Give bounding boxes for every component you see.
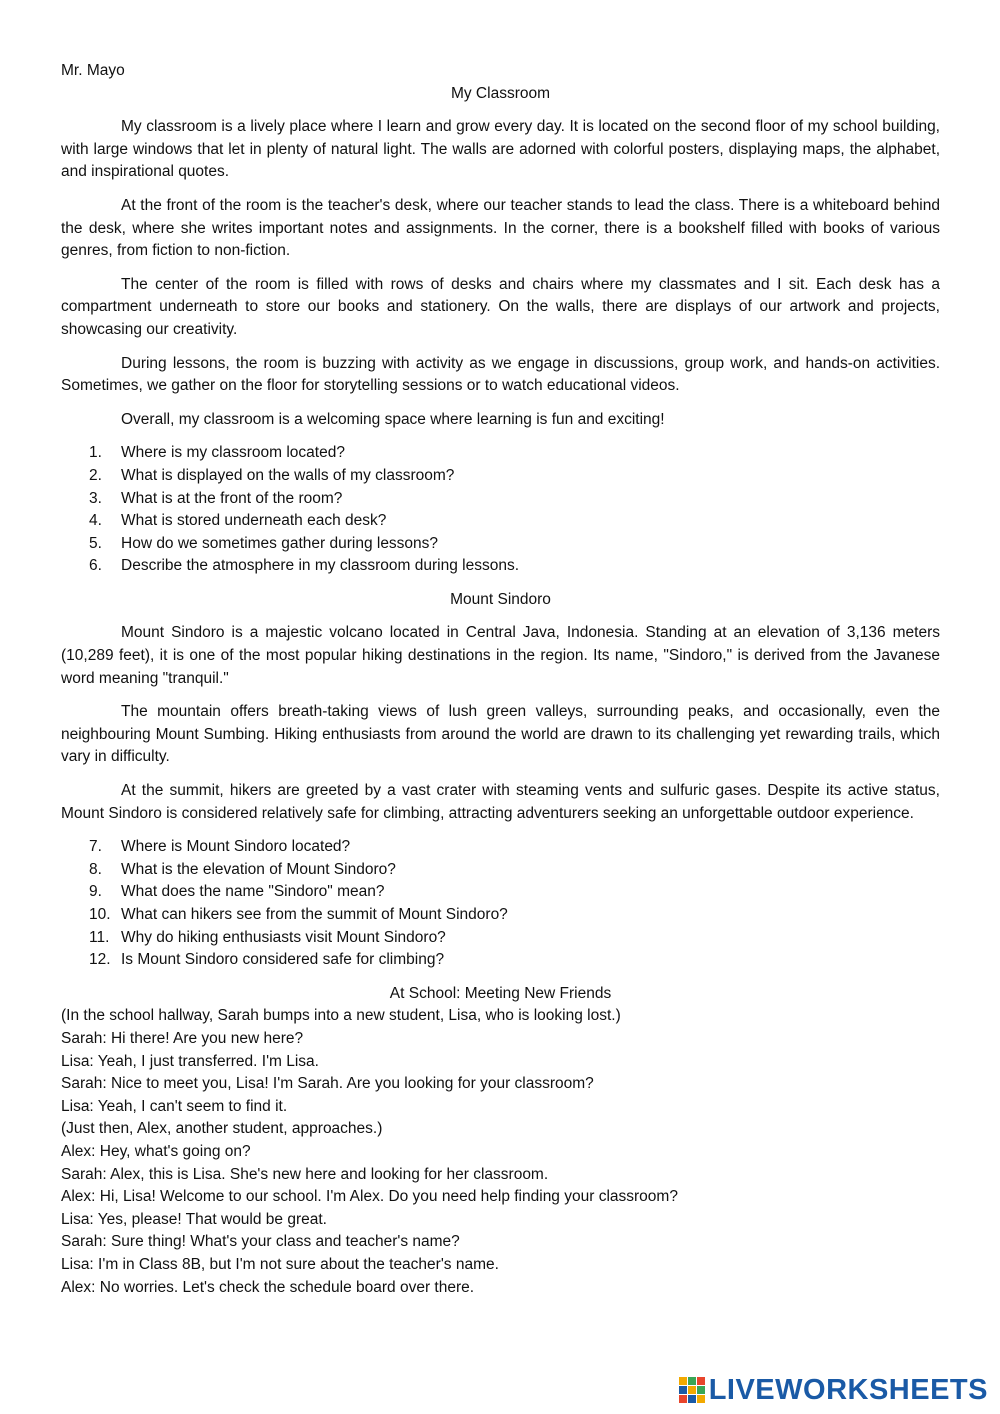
dialogue-line: (In the school hallway, Sarah bumps into a new student, Lisa, who is looking lost.): [61, 1007, 621, 1025]
question-text: Where is Mount Sindoro located?: [121, 838, 351, 856]
question-item: [61, 533, 940, 556]
question-item: [61, 881, 940, 904]
liveworksheets-logo-icon: [679, 1377, 705, 1403]
question-item: [61, 927, 940, 950]
paragraph: The center of the room is filled with rows of desks and chairs where my classmates and I sit. Each desk has a compartment underneath to store our books and stationery. On the walls, there are displays of our artwork and projects, showcasing our creativity.: [61, 275, 940, 338]
dialogue-line: Sarah: Sure thing! What's your class and teacher's name?: [61, 1233, 460, 1251]
dialogue-line: Sarah: Nice to meet you, Lisa! I'm Sarah. Are you looking for your classroom?: [61, 1075, 594, 1093]
question-number: 12.: [89, 951, 111, 969]
dialogue-line: Alex: No worries. Let's check the schedule board over there.: [61, 1278, 475, 1296]
question-text: How do we sometimes gather during lessons?: [121, 534, 439, 552]
question-list-classroom: [61, 442, 940, 578]
paragraph: At the front of the room is the teacher's desk, where our teacher stands to lead the class. There is a whiteboard behind the desk, where she writes important notes and assignments. In the corner, there is a bookshelf filled with books of various genres, from fiction to non-fiction.: [61, 196, 940, 260]
question-text: What is the elevation of Mount Sindoro?: [121, 860, 396, 878]
question-item: [61, 859, 940, 882]
dialogue-line: Lisa: Yeah, I just transferred. I'm Lisa.: [61, 1052, 319, 1070]
brand-name: LIVEWORKSHEETS: [708, 1373, 988, 1406]
paragraph: The mountain offers breath-taking views of lush green valleys, surrounding peaks, and occasionally, even the neighbouring Mount Sumbing. Hiking enthusiasts from around the world are drawn to its challenging yet rewarding trails, which vary in difficulty.: [61, 703, 940, 766]
dialogue-line: Lisa: I'm in Class 8B, but I'm not sure about the teacher's name.: [61, 1255, 499, 1273]
question-number: 6.: [89, 557, 102, 575]
question-number: 10.: [89, 906, 111, 923]
question-text: Why do hiking enthusiasts visit Mount Sindoro?: [121, 928, 446, 946]
dialogue-line: Lisa: Yeah, I can't seem to find it.: [61, 1097, 288, 1115]
question-text: What does the name "Sindoro" mean?: [121, 883, 385, 901]
dialogue-line: Alex: Hi, Lisa! Welcome to our school. I'm Alex. Do you need help finding your classroom?: [61, 1188, 678, 1206]
question-item: [61, 488, 940, 511]
question-number: 7.: [89, 838, 102, 856]
question-number: 9.: [89, 883, 102, 901]
section-title-my-classroom: My Classroom: [450, 84, 551, 102]
question-number: 11.: [89, 928, 110, 946]
question-number: 5.: [89, 534, 102, 552]
dialogue-line: Sarah: Hi there! Are you new here?: [61, 1029, 304, 1047]
question-number: 1.: [89, 444, 102, 462]
question-item: [61, 442, 940, 465]
question-number: 2.: [89, 466, 102, 484]
question-item: [61, 836, 940, 859]
dialogue-line: Alex: Hey, what's going on?: [61, 1142, 251, 1160]
question-text: What can hikers see from the summit of Mount Sindoro?: [121, 906, 508, 923]
dialogue-line: Lisa: Yes, please! That would be great.: [61, 1210, 327, 1228]
question-number: 8.: [89, 860, 102, 878]
section-title-meeting-new-friends: At School: Meeting New Friends: [389, 984, 612, 1002]
paragraph: My classroom is a lively place where I learn and grow every day. It is located on the second floor of my school building, with large windows that let in plenty of natural light. The walls are adorned with colorful posters, displaying maps, the alphabet, and inspirational quotes.: [61, 118, 940, 181]
paragraph: During lessons, the room is buzzing with activity as we engage in discussions, group work, and hands-on activities. Sometimes, we gather on the floor for storytelling sessions or to watch educational videos.: [61, 354, 940, 395]
dialogue-line: Sarah: Alex, this is Lisa. She's new here and looking for her classroom.: [61, 1165, 549, 1183]
section-title-mount-sindoro: Mount Sindoro: [450, 590, 551, 608]
dialogue: [61, 1005, 940, 1299]
question-number: 4.: [89, 512, 102, 530]
question-text: What is displayed on the walls of my classroom?: [121, 466, 455, 484]
question-item: [61, 949, 940, 972]
teacher-name: Mr. Mayo: [61, 62, 125, 79]
question-text: Describe the atmosphere in my classroom during lessons.: [121, 557, 520, 575]
question-text: Where is my classroom located?: [121, 444, 345, 462]
question-text: Is Mount Sindoro considered safe for climbing?: [121, 951, 445, 969]
paragraph: Mount Sindoro is a majestic volcano located in Central Java, Indonesia. Standing at an elevation of 3,136 meters (10,289 feet), it is one of the most popular hiking destinations in the region. Its name, "Sindoro," is derived from the Javanese word meaning "tranquil.": [61, 624, 940, 687]
question-item: [61, 510, 940, 533]
worksheet-page: [61, 60, 940, 1299]
paragraph: Overall, my classroom is a welcoming space where learning is fun and exciting!: [121, 410, 665, 428]
question-item: [61, 555, 940, 578]
question-text: What is stored underneath each desk?: [121, 512, 387, 530]
question-number: 3.: [89, 489, 102, 507]
liveworksheets-brand: [679, 1372, 988, 1408]
dialogue-line: (Just then, Alex, another student, approaches.): [61, 1120, 383, 1138]
question-text: What is at the front of the room?: [121, 489, 343, 507]
question-list-sindoro: [61, 836, 940, 972]
question-item: [61, 465, 940, 488]
paragraph: At the summit, hikers are greeted by a vast crater with steaming vents and sulfuric gases. Despite its active status, Mount Sindoro is considered relatively safe for climbing, attracting adventurers seeking an unforgettable outdoor experience.: [61, 782, 940, 822]
question-item: [61, 904, 940, 927]
